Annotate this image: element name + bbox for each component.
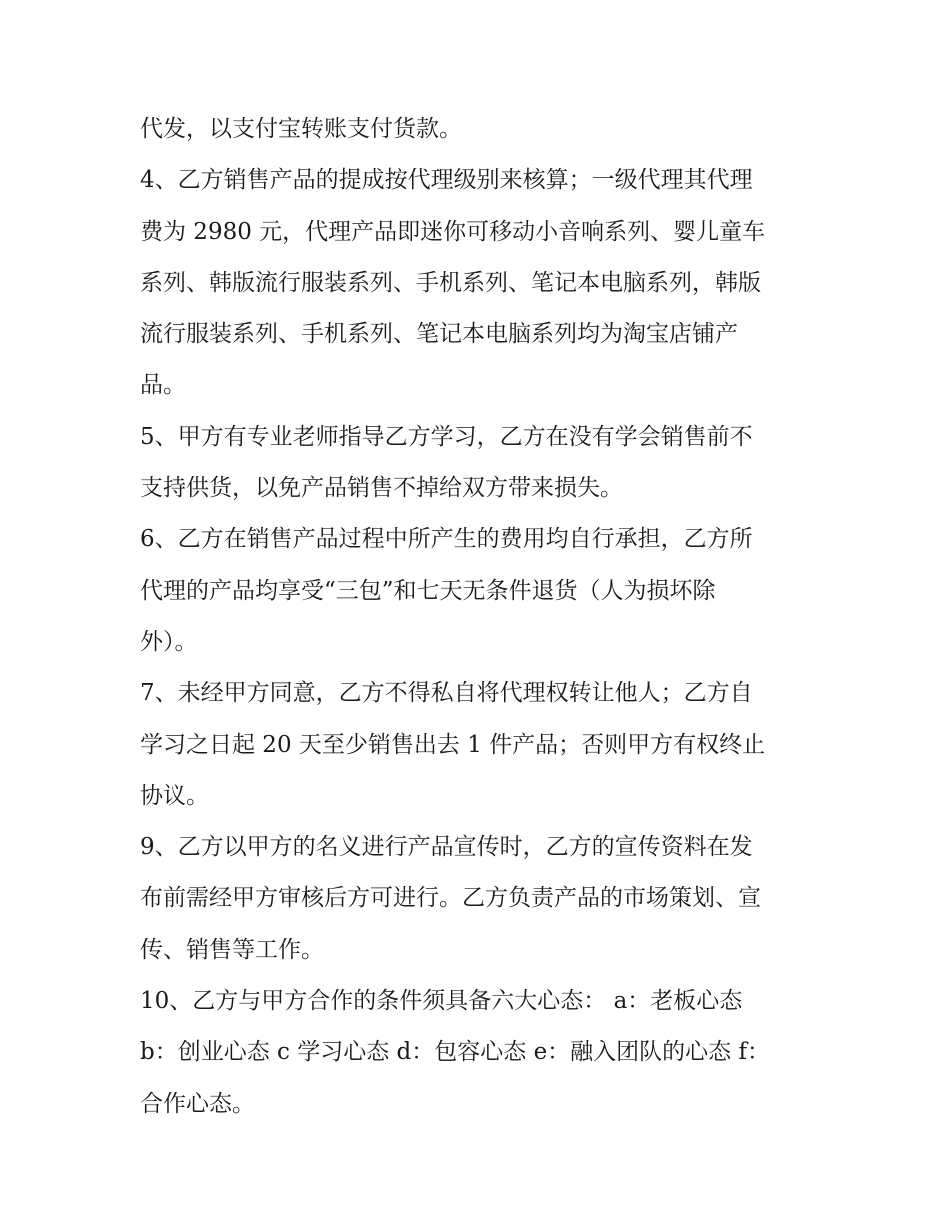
text-line: 4、乙方销售产品的提成按代理级别来核算；一级代理其代理 [140,167,753,194]
text-line: 学习之日起 20 天至少销售出去 1 件产品；否则甲方有权终止 [140,731,766,758]
text-line: 系列、韩版流行服装系列、手机系列、笔记本电脑系列，韩版 [140,269,761,296]
text-line: 10、乙方与甲方合作的条件须具备六大心态： a：老板心态 [140,988,743,1015]
text-line: 代理的产品均享受“三包”和七天无条件退货（人为损坏除 [140,577,716,604]
text-line: 支持供货，以免产品销售不掉给双方带来损失。 [140,475,623,502]
document-body [140,104,830,1130]
text-line: 品。 [140,372,186,399]
text-line: 6、乙方在销售产品过程中所产生的费用均自行承担，乙方所 [140,526,753,553]
text-line: 合作心态。 [140,1090,255,1117]
text-line: 9、乙方以甲方的名义进行产品宣传时，乙方的宣传资料在发 [140,834,753,861]
text-line: 流行服装系列、手机系列、笔记本电脑系列均为淘宝店铺产 [140,321,738,348]
text-line: 协议。 [140,782,209,809]
text-line: 费为 2980 元，代理产品即迷你可移动小音响系列、婴儿童车 [140,218,766,245]
text-line: 传、销售等工作。 [140,936,324,963]
text-line: 代发，以支付宝转账支付货款。 [140,116,462,142]
text-line: 7、未经甲方同意，乙方不得私自将代理权转让他人；乙方自 [140,680,753,707]
text-line: 布前需经甲方审核后方可进行。乙方负责产品的市场策划、宣 [140,885,761,912]
text-line: b：创业心态 c 学习心态 d：包容心态 e：融入团队的心态 f： [140,1039,771,1066]
text-line: 外）。 [140,628,198,655]
text-line: 5、甲方有专业老师指导乙方学习，乙方在没有学会销售前不 [140,423,753,450]
